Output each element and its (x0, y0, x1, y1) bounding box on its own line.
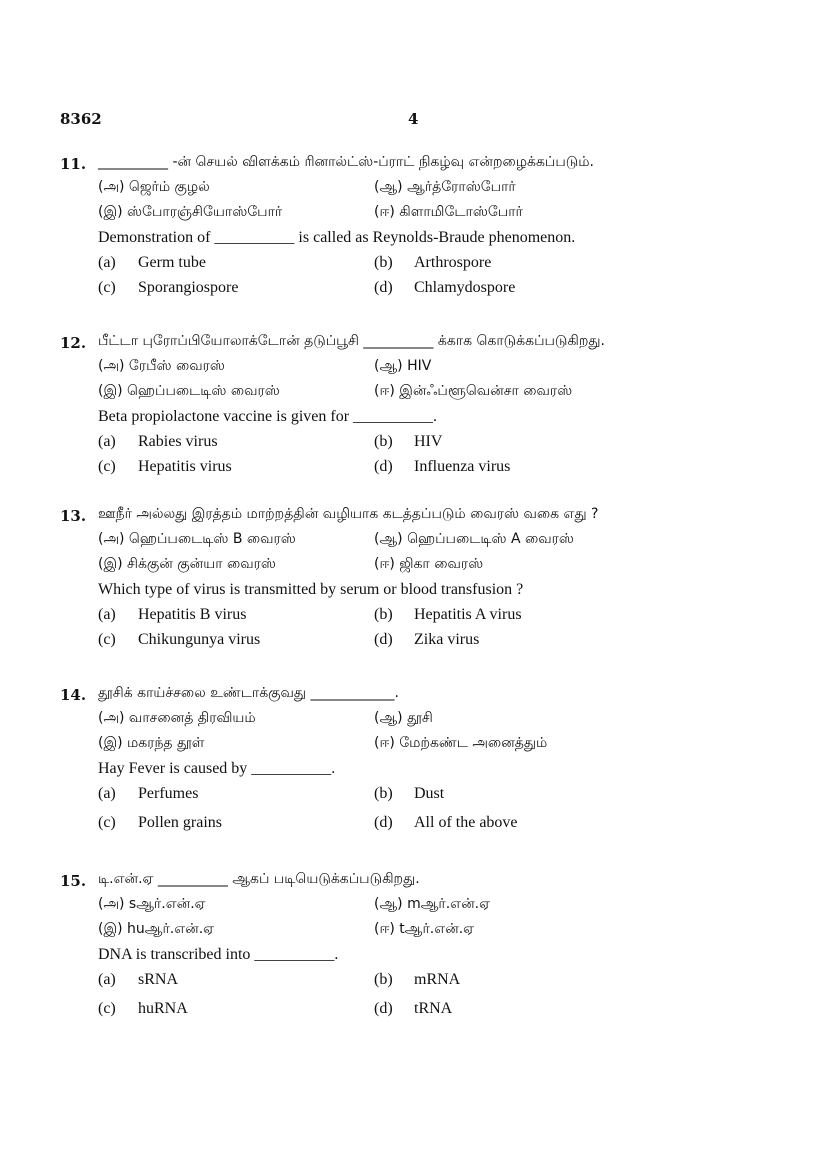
english-question-text: Beta propiolactone vaccine is given for __________. (98, 408, 438, 425)
tamil-option-b: (ஆ) HIV (374, 358, 432, 374)
english-question-text: Which type of virus is transmitted by serum or blood transfusion ? (98, 581, 524, 598)
english-option-b (374, 606, 522, 624)
tamil-option-a: (அ) ரேபீஸ் வைரஸ் (98, 358, 225, 374)
option-text: Chlamydospore (414, 279, 516, 296)
question-12 (60, 331, 760, 481)
option-text: Dust (414, 785, 445, 802)
tamil-option-d: (ஈ) tஆர்.என்.ஏ (374, 921, 475, 937)
option-text: Zika virus (414, 631, 480, 648)
tamil-option-b: (ஆ) ஆர்த்ரோஸ்போர் (374, 179, 516, 195)
option-letter: (d) (374, 279, 393, 296)
tamil-option-c: (இ) huஆர்.என்.ஏ (98, 921, 215, 937)
question-15 (60, 869, 760, 1023)
tamil-option-b: (ஆ) தூசி (374, 710, 433, 726)
question-number: 15. (60, 872, 87, 890)
english-option-a (98, 254, 206, 272)
english-option-c (98, 458, 232, 476)
tamil-question-text: டி.என்.ஏ __________ ஆகப் படியெடுக்கப்படுகிறது. (98, 871, 420, 887)
tamil-option-d: (ஈ) மேற்கண்ட அனைத்தும் (374, 735, 548, 751)
option-text: Arthrospore (414, 254, 492, 271)
option-letter: (c) (98, 279, 116, 296)
english-option-d (374, 814, 518, 832)
question-number: 12. (60, 334, 87, 352)
tamil-option-c: (இ) மகரந்த தூள் (98, 735, 205, 751)
option-letter: (a) (98, 254, 116, 271)
english-option-c (98, 279, 238, 297)
option-letter: (b) (374, 433, 393, 450)
option-letter: (b) (374, 606, 393, 623)
english-option-a (98, 971, 178, 989)
option-letter: (c) (98, 1000, 116, 1017)
tamil-option-b: (ஆ) mஆர்.என்.ஏ (374, 896, 491, 912)
option-text: Hepatitis A virus (414, 606, 522, 623)
question-11 (60, 152, 760, 302)
english-option-d (374, 1000, 452, 1018)
option-text: All of the above (414, 814, 518, 831)
tamil-question-text: தூசிக் காய்ச்சலை உண்டாக்குவது ____________. (98, 685, 399, 701)
option-letter: (a) (98, 606, 116, 623)
tamil-option-c: (இ) சிக்குன் குன்யா வைரஸ் (98, 556, 276, 572)
english-option-b (374, 433, 442, 451)
tamil-option-d: (ஈ) ஜிகா வைரஸ் (374, 556, 484, 572)
tamil-option-a: (அ) sஆர்.என்.ஏ (98, 896, 206, 912)
english-option-c (98, 814, 222, 832)
tamil-question-text: ஊநீர் அல்லது இரத்தம் மாற்றத்தின் வழியாக கடத்தப்படும் வைரஸ் வகை எது ? (98, 506, 599, 522)
english-option-b (374, 254, 491, 272)
option-text: Hepatitis virus (138, 458, 232, 475)
english-option-c (98, 631, 260, 649)
english-option-a (98, 606, 246, 624)
tamil-question-text: __________ -ன் செயல் விளக்கம் ரினால்ட்ஸ்-ப்ராட் நிகழ்வு என்றழைக்கப்படும். (98, 154, 594, 170)
option-text: huRNA (138, 1000, 188, 1017)
tamil-option-d: (ஈ) இன்ஃப்ளூவென்சா வைரஸ் (374, 383, 573, 399)
tamil-option-a: (அ) ஜெர்ம் குழல் (98, 179, 210, 195)
tamil-option-a: (அ) ஹெப்படைடிஸ் B வைரஸ் (98, 531, 296, 547)
option-letter: (b) (374, 254, 393, 271)
tamil-option-c: (இ) ஸ்போரஞ்சியோஸ்போர் (98, 204, 283, 220)
english-option-b (374, 971, 460, 989)
paper-code: 8362 (60, 110, 102, 128)
page-number: 4 (408, 110, 419, 128)
option-text: Sporangiospore (138, 279, 239, 296)
english-option-b (374, 785, 444, 803)
option-letter: (d) (374, 814, 393, 831)
question-number: 11. (60, 155, 87, 173)
question-number: 14. (60, 686, 87, 704)
english-question-text: Hay Fever is caused by __________. (98, 760, 336, 777)
english-question-text: Demonstration of __________ is called as Reynolds-Braude phenomenon. (98, 229, 576, 246)
english-option-c (98, 1000, 188, 1018)
english-option-a (98, 785, 198, 803)
option-letter: (c) (98, 814, 116, 831)
english-option-d (374, 631, 479, 649)
english-option-d (374, 458, 510, 476)
option-text: HIV (414, 433, 443, 450)
option-letter: (b) (374, 971, 393, 988)
option-text: Rabies virus (138, 433, 218, 450)
option-letter: (a) (98, 971, 116, 988)
option-letter: (c) (98, 458, 116, 475)
tamil-option-c: (இ) ஹெப்படைடிஸ் வைரஸ் (98, 383, 280, 399)
option-text: Influenza virus (414, 458, 511, 475)
question-14 (60, 683, 760, 837)
tamil-question-text: பீட்டா புரோப்பியோலாக்டோன் தடுப்பூசி __________ க்காக கொடுக்கப்படுகிறது. (98, 333, 605, 349)
question-13 (60, 504, 760, 654)
tamil-option-d: (ஈ) கிளாமிடோஸ்போர் (374, 204, 523, 220)
tamil-option-b: (ஆ) ஹெப்படைடிஸ் A வைரஸ் (374, 531, 574, 547)
english-option-a (98, 433, 218, 451)
option-letter: (a) (98, 785, 116, 802)
option-text: sRNA (138, 971, 179, 988)
option-text: Germ tube (138, 254, 206, 271)
option-text: Chikungunya virus (138, 631, 261, 648)
option-text: Hepatitis B virus (138, 606, 247, 623)
english-option-d (374, 279, 515, 297)
option-letter: (b) (374, 785, 393, 802)
option-letter: (d) (374, 631, 393, 648)
option-text: Perfumes (138, 785, 199, 802)
option-letter: (c) (98, 631, 116, 648)
option-text: tRNA (414, 1000, 453, 1017)
english-question-text: DNA is transcribed into __________. (98, 946, 339, 963)
option-letter: (d) (374, 458, 393, 475)
option-text: Pollen grains (138, 814, 222, 831)
option-text: mRNA (414, 971, 461, 988)
question-number: 13. (60, 507, 87, 525)
option-letter: (d) (374, 1000, 393, 1017)
tamil-option-a: (அ) வாசனைத் திரவியம் (98, 710, 256, 726)
option-letter: (a) (98, 433, 116, 450)
